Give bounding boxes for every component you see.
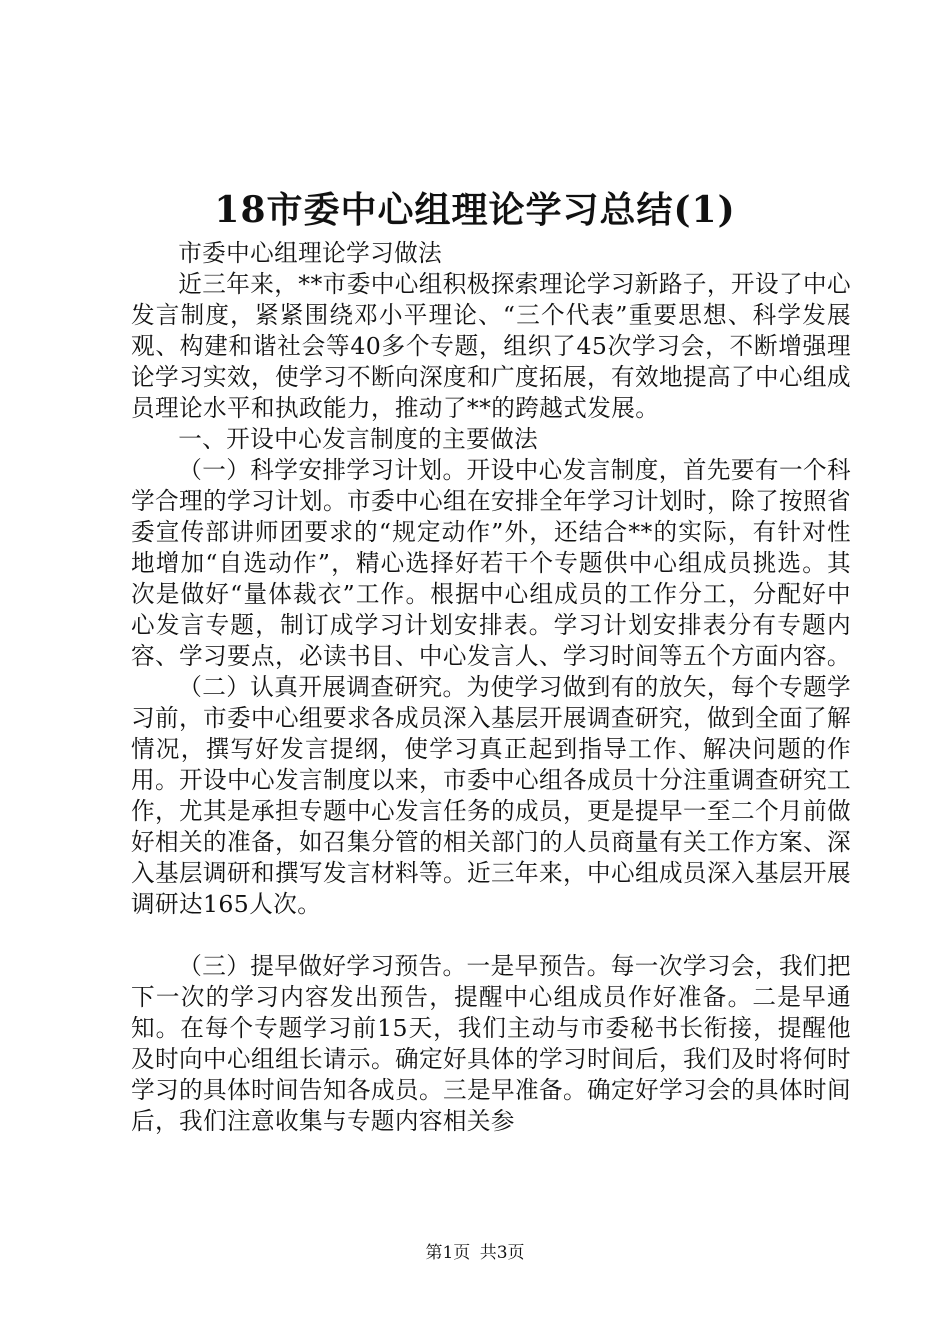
paragraph-item-3: （三）提早做好学习预告。一是早预告。每一次学习会，我们把下一次的学习内容发出预告，提醒中心组成员作好准备。二是早通知。在每个专题学习前15天，我们主动与市委秘书长衔接，提醒他及时向中心组组长请示。确定好具体的学习时间后，我们及时将何时学习的具体时间告知各成员。三是早准备。确定好学习会的具体时间后，我们注意收集与专题内容相关参 <box>131 952 851 1135</box>
paragraph-item-1: （一）科学安排学习计划。开设中心发言制度，首先要有一个科学合理的学习计划。市委中心组在安排全年学习计划时，除了按照省委宣传部讲师团要求的“规定动作”外，还结合**的实际，有针对性地增加“自选动作”，精心选择好若干个专题供中心组成员挑选。其次是做好“量体裁衣”工作。根据中心组成员的工作分工，分配好中心发言专题，制订成学习计划安排表。学习计划安排表分有专题内容、学习要点，必读书目、中心发言人、学习时间等五个方面内容。 <box>131 456 851 670</box>
paragraph-intro: 近三年来，**市委中心组积极探索理论学习新路子，开设了中心发言制度，紧紧围绕邓小平理论、“三个代表”重要思想、科学发展观、构建和谐社会等40多个专题，组织了45次学习会，不断增强理论学习实效，使学习不断向深度和广度拓展，有效地提高了中心组成员理论水平和执政能力，推动了**的跨越式发展。 <box>131 270 851 422</box>
page-footer: 第1页 共3页 <box>425 1243 525 1263</box>
paragraph-subtitle: 市委中心组理论学习做法 <box>178 239 443 267</box>
paragraph-item-2: （二）认真开展调查研究。为使学习做到有的放矢，每个专题学习前，市委中心组要求各成员深入基层开展调查研究，做到全面了解情况，撰写好发言提纲，使学习真正起到指导工作、解决问题的作用。开设中心发言制度以来，市委中心组各成员十分注重调查研究工作，尤其是承担专题中心发言任务的成员，更是提早一至二个月前做好相关的准备，如召集分管的相关部门的人员商量有关工作方案、深入基层调研和撰写发言材料等。近三年来，中心组成员深入基层开展调研达165人次。 <box>131 673 851 918</box>
paragraph-section-heading: 一、开设中心发言制度的主要做法 <box>178 425 539 453</box>
document-body <box>131 238 851 1137</box>
document-title: 18市委中心组理论学习总结(1) <box>214 189 736 231</box>
